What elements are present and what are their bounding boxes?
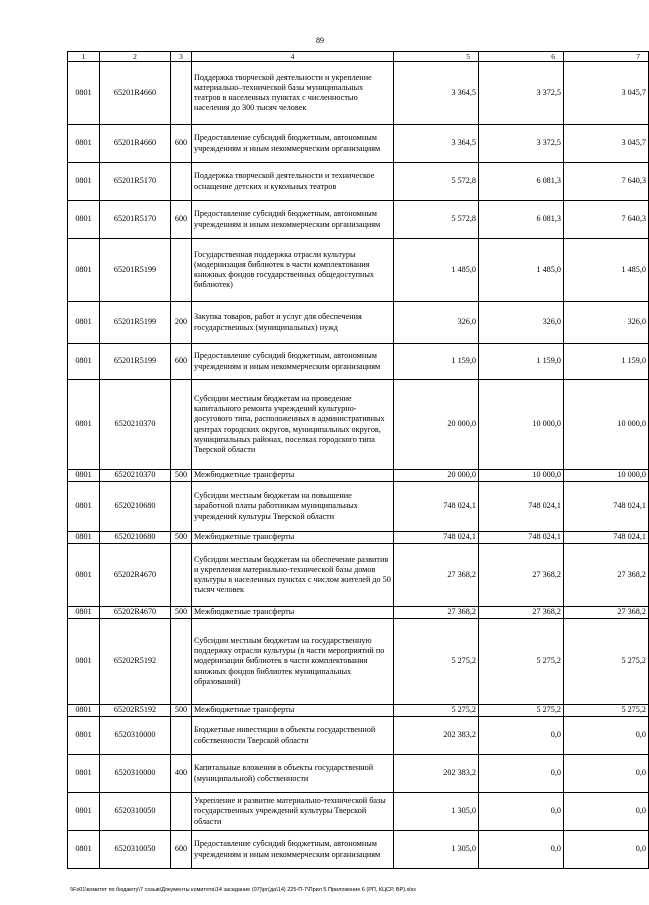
expense-type-code bbox=[171, 619, 192, 705]
amount-year-1: 20 000,0 bbox=[394, 380, 479, 470]
target-article-code: 65201R5170 bbox=[100, 163, 171, 201]
expense-type-code bbox=[171, 793, 192, 831]
item-name: Укрепление и развитие материально-технической базы государственных учреждений культуры Тверской области bbox=[192, 793, 394, 831]
target-article-code: 65201R4660 bbox=[100, 125, 171, 163]
expense-type-code: 600 bbox=[171, 201, 192, 239]
amount-year-1: 1 305,0 bbox=[394, 831, 479, 869]
column-number: 5 bbox=[394, 52, 479, 62]
section-code: 0801 bbox=[68, 470, 100, 482]
target-article-code: 65202R5192 bbox=[100, 705, 171, 717]
amount-year-1: 1 305,0 bbox=[394, 793, 479, 831]
target-article-code: 65201R5199 bbox=[100, 239, 171, 302]
table-row bbox=[68, 163, 649, 201]
section-code: 0801 bbox=[68, 607, 100, 619]
expense-type-code: 500 bbox=[171, 705, 192, 717]
expense-type-code: 500 bbox=[171, 607, 192, 619]
amount-year-3: 5 275,2 bbox=[564, 705, 649, 717]
expense-type-code bbox=[171, 482, 192, 532]
amount-year-2: 6 081,3 bbox=[479, 163, 564, 201]
target-article-code: 65201R4660 bbox=[100, 62, 171, 125]
item-name: Межбюджетные трансферты bbox=[192, 532, 394, 544]
amount-year-2: 0,0 bbox=[479, 755, 564, 793]
table-row bbox=[68, 470, 649, 482]
amount-year-3: 27 368,2 bbox=[564, 544, 649, 607]
amount-year-2: 0,0 bbox=[479, 831, 564, 869]
column-number: 2 bbox=[100, 52, 171, 62]
amount-year-3: 10 000,0 bbox=[564, 470, 649, 482]
column-number: 1 bbox=[68, 52, 100, 62]
section-code: 0801 bbox=[68, 717, 100, 755]
amount-year-2: 27 368,2 bbox=[479, 544, 564, 607]
amount-year-1: 1 485,0 bbox=[394, 239, 479, 302]
column-number: 7 bbox=[564, 52, 649, 62]
section-code: 0801 bbox=[68, 544, 100, 607]
item-name: Поддержка творческой деятельности и техническое оснащение детских и кукольных театров bbox=[192, 163, 394, 201]
amount-year-1: 5 572,8 bbox=[394, 201, 479, 239]
table-row bbox=[68, 201, 649, 239]
target-article-code: 6520310050 bbox=[100, 793, 171, 831]
expense-type-code: 600 bbox=[171, 344, 192, 380]
amount-year-1: 202 383,2 bbox=[394, 755, 479, 793]
item-name: Поддержка творческой деятельности и укрепление материально–технической базы муниципальных театров в населенных пунктах с численностью населения до 300 тысяч человек bbox=[192, 62, 394, 125]
column-number: 3 bbox=[171, 52, 192, 62]
amount-year-2: 0,0 bbox=[479, 793, 564, 831]
table-row bbox=[68, 831, 649, 869]
item-name: Межбюджетные трансферты bbox=[192, 470, 394, 482]
section-code: 0801 bbox=[68, 755, 100, 793]
target-article-code: 6520210370 bbox=[100, 380, 171, 470]
amount-year-2: 10 000,0 bbox=[479, 380, 564, 470]
target-article-code: 65202R4670 bbox=[100, 544, 171, 607]
section-code: 0801 bbox=[68, 125, 100, 163]
amount-year-1: 1 159,0 bbox=[394, 344, 479, 380]
amount-year-1: 5 275,2 bbox=[394, 705, 479, 717]
section-code: 0801 bbox=[68, 163, 100, 201]
item-name: Предоставление субсидий бюджетным, автономным учреждениям и иным некоммерческим организациям bbox=[192, 125, 394, 163]
expense-type-code bbox=[171, 544, 192, 607]
table-row bbox=[68, 793, 649, 831]
amount-year-2: 27 368,2 bbox=[479, 607, 564, 619]
amount-year-1: 27 368,2 bbox=[394, 544, 479, 607]
amount-year-1: 202 383,2 bbox=[394, 717, 479, 755]
amount-year-2: 748 024,1 bbox=[479, 482, 564, 532]
expense-type-code bbox=[171, 62, 192, 125]
expense-type-code: 200 bbox=[171, 302, 192, 344]
section-code: 0801 bbox=[68, 482, 100, 532]
amount-year-3: 7 640,3 bbox=[564, 201, 649, 239]
table-row bbox=[68, 380, 649, 470]
target-article-code: 6520210680 bbox=[100, 532, 171, 544]
amount-year-3: 3 045,7 bbox=[564, 62, 649, 125]
item-name: Предоставление субсидий бюджетным, автономным учреждениям и иным некоммерческим организациям bbox=[192, 201, 394, 239]
expense-type-code bbox=[171, 239, 192, 302]
table-row bbox=[68, 717, 649, 755]
amount-year-3: 27 368,2 bbox=[564, 607, 649, 619]
target-article-code: 6520310000 bbox=[100, 717, 171, 755]
target-article-code: 65202R5192 bbox=[100, 619, 171, 705]
item-name: Субсидии местным бюджетам на государственную поддержку отрасли культуры (в части мероприятий по модернизации библиотек в части комплектования книжных фондов библиотек муниципальных образований) bbox=[192, 619, 394, 705]
section-code: 0801 bbox=[68, 705, 100, 717]
expense-type-code: 600 bbox=[171, 831, 192, 869]
item-name: Субсидии местным бюджетам на повышение заработной платы работникам муниципальных учреждений культуры Тверской области bbox=[192, 482, 394, 532]
amount-year-1: 326,0 bbox=[394, 302, 479, 344]
target-article-code: 6520210680 bbox=[100, 482, 171, 532]
amount-year-3: 0,0 bbox=[564, 793, 649, 831]
table-row bbox=[68, 482, 649, 532]
target-article-code: 6520310050 bbox=[100, 831, 171, 869]
table-row bbox=[68, 607, 649, 619]
item-name: Закупка товаров, работ и услуг для обеспечения государственных (муниципальных) нужд bbox=[192, 302, 394, 344]
column-number-row bbox=[68, 52, 649, 62]
amount-year-2: 5 275,2 bbox=[479, 705, 564, 717]
amount-year-2: 6 081,3 bbox=[479, 201, 564, 239]
target-article-code: 65201R5170 bbox=[100, 201, 171, 239]
table-row bbox=[68, 62, 649, 125]
target-article-code: 65202R4670 bbox=[100, 607, 171, 619]
section-code: 0801 bbox=[68, 619, 100, 705]
section-code: 0801 bbox=[68, 302, 100, 344]
section-code: 0801 bbox=[68, 380, 100, 470]
target-article-code: 65201R5199 bbox=[100, 344, 171, 380]
item-name: Межбюджетные трансферты bbox=[192, 705, 394, 717]
amount-year-3: 748 024,1 bbox=[564, 482, 649, 532]
item-name: Капитальные вложения в объекты государственной (муниципальной) собственности bbox=[192, 755, 394, 793]
expense-type-code bbox=[171, 380, 192, 470]
amount-year-3: 1 159,0 bbox=[564, 344, 649, 380]
section-code: 0801 bbox=[68, 239, 100, 302]
section-code: 0801 bbox=[68, 62, 100, 125]
column-number: 6 bbox=[479, 52, 564, 62]
table-row bbox=[68, 544, 649, 607]
target-article-code: 65201R5199 bbox=[100, 302, 171, 344]
item-name: Субсидии местным бюджетам на обеспечение развития и укрепления материально-технической базы домов культуры в населенных пунктах с числом жителей до 50 тысяч человек bbox=[192, 544, 394, 607]
amount-year-2: 10 000,0 bbox=[479, 470, 564, 482]
amount-year-2: 3 372,5 bbox=[479, 62, 564, 125]
expense-type-code: 600 bbox=[171, 125, 192, 163]
amount-year-2: 3 372,5 bbox=[479, 125, 564, 163]
table-row bbox=[68, 239, 649, 302]
amount-year-1: 27 368,2 bbox=[394, 607, 479, 619]
section-code: 0801 bbox=[68, 532, 100, 544]
section-code: 0801 bbox=[68, 831, 100, 869]
amount-year-2: 748 024,1 bbox=[479, 532, 564, 544]
amount-year-1: 20 000,0 bbox=[394, 470, 479, 482]
expense-type-code: 500 bbox=[171, 470, 192, 482]
amount-year-3: 0,0 bbox=[564, 755, 649, 793]
budget-table bbox=[67, 51, 649, 869]
expense-type-code: 500 bbox=[171, 532, 192, 544]
expense-type-code bbox=[171, 717, 192, 755]
section-code: 0801 bbox=[68, 344, 100, 380]
file-path-footer: \\Fs01\комитет по бюджету\7 созыв\Документы комитета\14 заседание (07)\рг(да\14) 225-П-7\Прил 5 Приложение 6 (РП, КЦСР, ВР).xlsx bbox=[70, 887, 417, 893]
amount-year-1: 5 275,2 bbox=[394, 619, 479, 705]
expense-type-code bbox=[171, 163, 192, 201]
column-number: 4 bbox=[192, 52, 394, 62]
amount-year-2: 0,0 bbox=[479, 717, 564, 755]
item-name: Бюджетные инвестиции в объекты государственной собственности Тверской области bbox=[192, 717, 394, 755]
amount-year-2: 5 275,2 bbox=[479, 619, 564, 705]
amount-year-3: 0,0 bbox=[564, 717, 649, 755]
item-name: Предоставление субсидий бюджетным, автономным учреждениям и иным некоммерческим организациям bbox=[192, 344, 394, 380]
amount-year-3: 3 045,7 bbox=[564, 125, 649, 163]
section-code: 0801 bbox=[68, 201, 100, 239]
amount-year-2: 1 485,0 bbox=[479, 239, 564, 302]
page-number: 89 bbox=[316, 36, 324, 45]
table-row bbox=[68, 619, 649, 705]
table-row bbox=[68, 344, 649, 380]
amount-year-3: 7 640,3 bbox=[564, 163, 649, 201]
table-row bbox=[68, 755, 649, 793]
item-name: Государственная поддержка отрасли культуры (модернизация библиотек в части комплектования книжных фондов государственных общедоступных библиотек) bbox=[192, 239, 394, 302]
target-article-code: 6520210370 bbox=[100, 470, 171, 482]
item-name: Межбюджетные трансферты bbox=[192, 607, 394, 619]
amount-year-2: 1 159,0 bbox=[479, 344, 564, 380]
expense-type-code: 400 bbox=[171, 755, 192, 793]
table-row bbox=[68, 532, 649, 544]
table-row bbox=[68, 302, 649, 344]
section-code: 0801 bbox=[68, 793, 100, 831]
amount-year-3: 1 485,0 bbox=[564, 239, 649, 302]
amount-year-3: 748 024,1 bbox=[564, 532, 649, 544]
amount-year-1: 5 572,8 bbox=[394, 163, 479, 201]
table-row bbox=[68, 705, 649, 717]
amount-year-1: 748 024,1 bbox=[394, 532, 479, 544]
amount-year-1: 3 364,5 bbox=[394, 125, 479, 163]
amount-year-3: 0,0 bbox=[564, 831, 649, 869]
table-row bbox=[68, 125, 649, 163]
amount-year-2: 326,0 bbox=[479, 302, 564, 344]
amount-year-3: 326,0 bbox=[564, 302, 649, 344]
item-name: Предоставление субсидий бюджетным, автономным учреждениям и иным некоммерческим организациям bbox=[192, 831, 394, 869]
target-article-code: 6520310000 bbox=[100, 755, 171, 793]
amount-year-1: 3 364,5 bbox=[394, 62, 479, 125]
amount-year-3: 5 275,2 bbox=[564, 619, 649, 705]
amount-year-3: 10 000,0 bbox=[564, 380, 649, 470]
item-name: Субсидии местным бюджетам на проведение капитального ремонта учреждений культурно-досугового типа, расположенных в административных центрах городских округов, муниципальных округов, муниципальных районах, поселках городского типа Тверской области bbox=[192, 380, 394, 470]
amount-year-1: 748 024,1 bbox=[394, 482, 479, 532]
